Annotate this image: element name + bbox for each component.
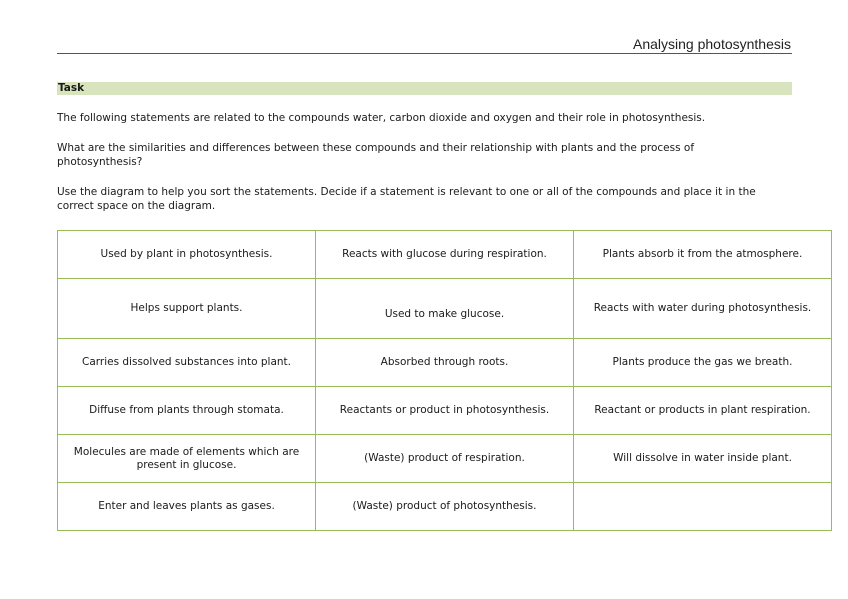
page-header-title: Analysing photosynthesis xyxy=(633,36,791,52)
table-row xyxy=(58,339,832,387)
statement-card[interactable]: (Waste) product of respiration. xyxy=(316,435,574,483)
task-heading: Task xyxy=(57,82,792,95)
statement-card[interactable]: Plants absorb it from the atmosphere. xyxy=(574,231,832,279)
statement-card[interactable]: Absorbed through roots. xyxy=(316,339,574,387)
statement-card[interactable]: Reacts with glucose during respiration. xyxy=(316,231,574,279)
table-row xyxy=(58,279,832,339)
table-row xyxy=(58,231,832,279)
statement-card[interactable]: Reactant or products in plant respiration. xyxy=(574,387,832,435)
statement-cards-table xyxy=(57,230,832,531)
statement-card[interactable]: Used by plant in photosynthesis. xyxy=(58,231,316,279)
statement-card[interactable]: Carries dissolved substances into plant. xyxy=(58,339,316,387)
statement-card[interactable]: Enter and leaves plants as gases. xyxy=(58,483,316,531)
statement-card[interactable]: Molecules are made of elements which are present in glucose. xyxy=(58,435,316,483)
table-row xyxy=(58,387,832,435)
statement-card[interactable]: Helps support plants. xyxy=(58,279,316,339)
header-divider xyxy=(57,53,792,54)
table-row xyxy=(58,483,832,531)
statement-card[interactable]: Used to make glucose. xyxy=(316,279,574,339)
statement-card[interactable]: Plants produce the gas we breath. xyxy=(574,339,832,387)
empty-card[interactable] xyxy=(574,483,832,531)
task-paragraph-intro: The following statements are related to the compounds water, carbon dioxide and oxygen and their role in photosynthesis. xyxy=(57,112,706,124)
task-paragraph-question: What are the similarities and differences between these compounds and their relationship with plants and the process of photosynthesis? xyxy=(57,142,695,168)
statement-card[interactable]: Will dissolve in water inside plant. xyxy=(574,435,832,483)
task-paragraph-instructions: Use the diagram to help you sort the statements. Decide if a statement is relevant to one or all of the compounds and place it in the correct space on the diagram. xyxy=(57,186,756,212)
statement-card[interactable]: Diffuse from plants through stomata. xyxy=(58,387,316,435)
statement-card[interactable]: Reacts with water during photosynthesis. xyxy=(574,279,832,339)
table-row xyxy=(58,435,832,483)
statement-card[interactable]: Reactants or product in photosynthesis. xyxy=(316,387,574,435)
statement-card[interactable]: (Waste) product of photosynthesis. xyxy=(316,483,574,531)
